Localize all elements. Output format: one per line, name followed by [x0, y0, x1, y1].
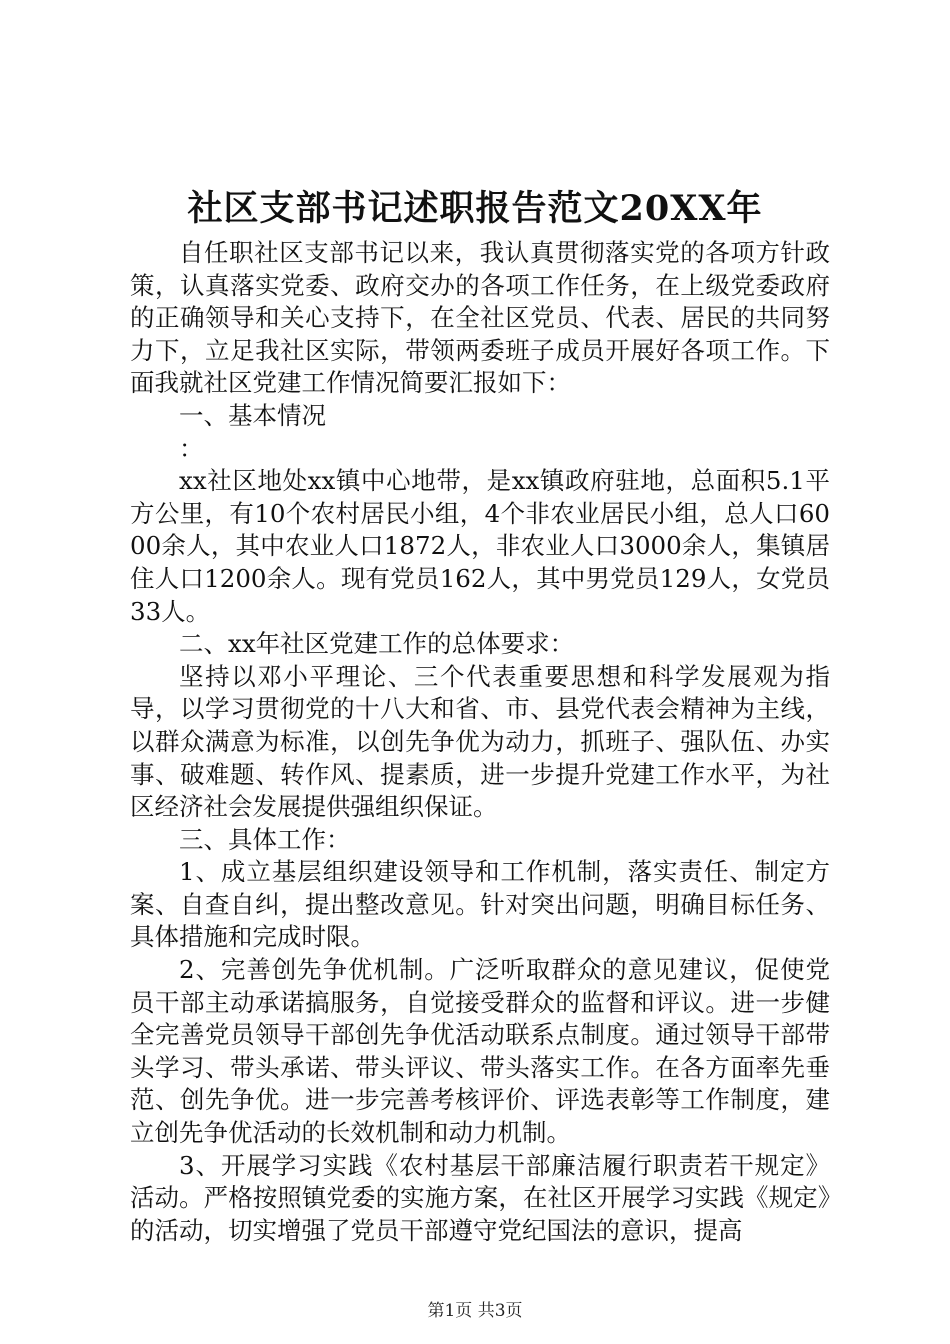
paragraph-colon: ： [179, 433, 204, 463]
paragraph-requirements: 坚持以邓小平理论、三个代表重要思想和科学发展观为指导，以学习贯彻党的十八大和省、市、县党代表会精神为主线，以群众满意为标准，以创先争优为动力，抓班子、强队伍、办实事、破难题、转作风、提素质，进一步提升党建工作水平，为社区经济社会发展提供强组织保证。 [130, 661, 830, 822]
page-footer: 第1页 共3页 [427, 1301, 523, 1321]
paragraph-task-3: 3、开展学习实践《农村基层干部廉洁履行职责若干规定》活动。严格按照镇党委的实施方案，在社区开展学习实践《规定》的活动，切实增强了党员干部遵守党纪国法的意识，提高 [130, 1150, 830, 1245]
document-body [130, 237, 830, 1247]
paragraph-task-2: 2、完善创先争优机制。广泛听取群众的意见建议，促使党员干部主动承诺搞服务，自觉接受群众的监督和评议。进一步健全完善党员领导干部创先争优活动联系点制度。通过领导干部带头学习、带头承诺、带头评议、带头落实工作。在各方面率先垂范、创先争优。进一步完善考核评价、评选表彰等工作制度，建立创先争优活动的长效机制和动力机制。 [130, 955, 830, 1148]
paragraph-basic-info: xx社区地处xx镇中心地带，是xx镇政府驻地，总面积5.1平方公里，有10个农村居民小组，4个非农业居民小组，总人口6000余人，其中农业人口1872人，非农业人口3000余人，集镇居住人口1200余人。现有党员162人，其中男党员129人，女党员33人。 [130, 466, 830, 626]
paragraph-task-1: 1、成立基层组织建设领导和工作机制，落实责任、制定方案、自查自纠，提出整改意见。针对突出问题，明确目标任务、具体措施和完成时限。 [130, 857, 830, 952]
paragraph-intro: 自任职社区支部书记以来，我认真贯彻落实党的各项方针政策，认真落实党委、政府交办的各项工作任务，在上级党委政府的正确领导和关心支持下，在全社区党员、代表、居民的共同努力下，立足我社区实际，带领两委班子成员开展好各项工作。下面我就社区党建工作情况简要汇报如下： [130, 238, 830, 398]
section-heading-tasks: 三、具体工作： [179, 824, 351, 854]
section-heading-basic: 一、基本情况 [179, 400, 326, 430]
document-title: 社区支部书记述职报告范文20XX年 [187, 188, 763, 229]
section-heading-requirements: 二、xx年社区党建工作的总体要求： [179, 629, 575, 659]
